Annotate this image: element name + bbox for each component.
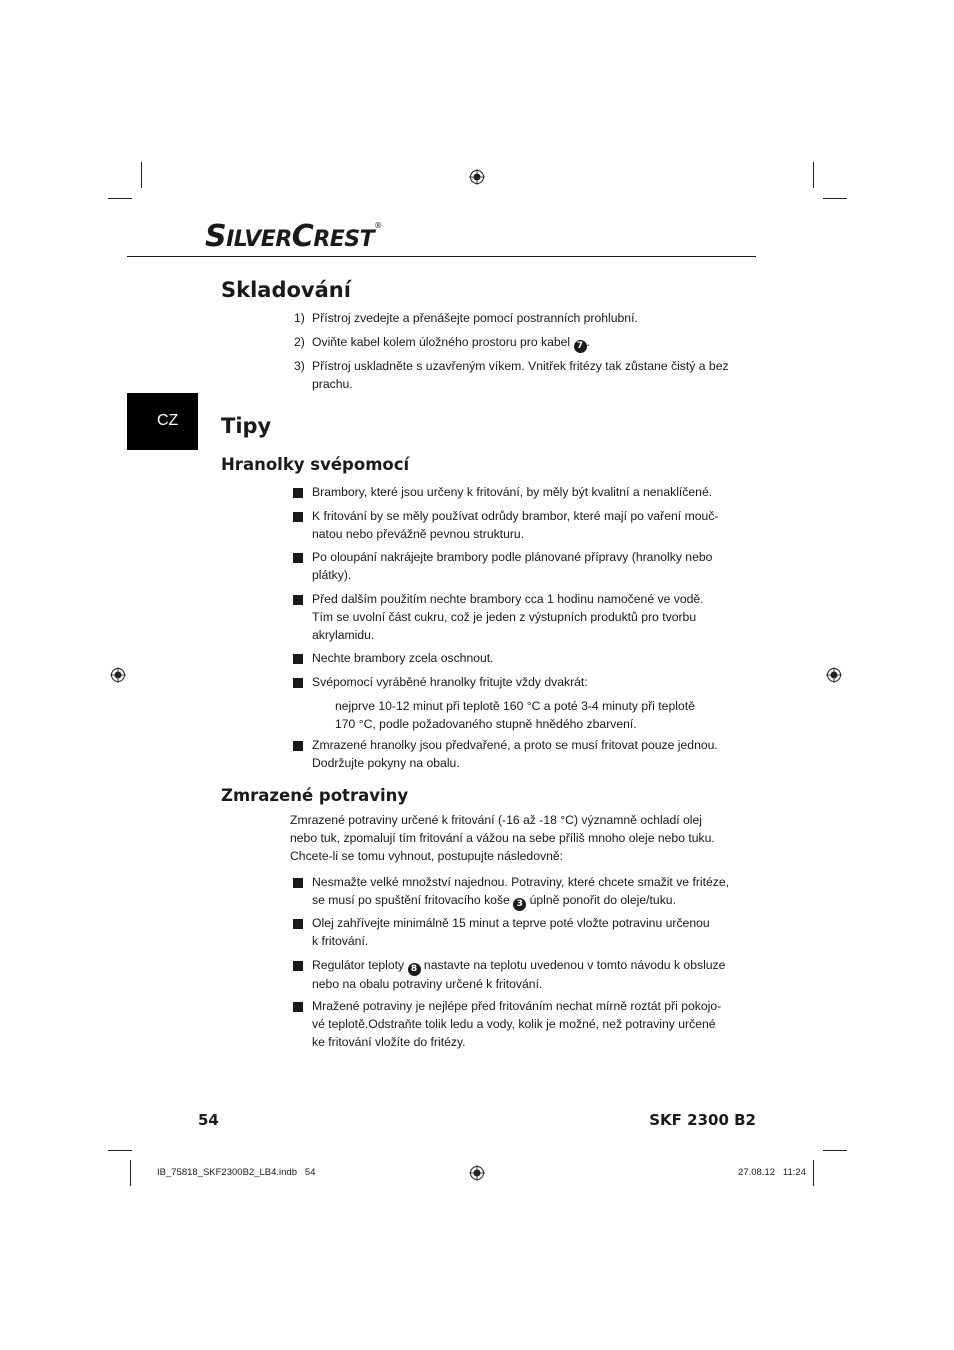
storage-heading: Skladování: [221, 278, 351, 302]
silvercrest-logo: SILVERCREST®: [205, 219, 382, 254]
bullet-icon: [293, 961, 303, 971]
list-item: Mražené potraviny je nejlépe před fritováním nechat mírně roztát při pokojo- vé teplotě.Odstraňte tolik ledu a vody, kolik je možné, než potraviny určené ke fritování vložíte do fritézy.: [312, 999, 722, 1049]
step-text: Oviňte kabel kolem úložného prostoru pro kabel 7 .: [312, 335, 590, 351]
crop-mark: [823, 1150, 847, 1151]
model-number: SKF 2300 B2: [649, 1111, 756, 1129]
crop-mark: [141, 162, 142, 188]
registration-mark-icon: [469, 1165, 485, 1181]
bullet-icon: [293, 1002, 303, 1012]
registration-mark-icon: [826, 667, 842, 683]
bullet-icon: [293, 553, 303, 563]
crop-mark: [823, 198, 847, 199]
bullet-icon: [293, 878, 303, 888]
list-item: Olej zahřívejte minimálně 15 minut a teprve poté vložte potravinu určenou k fritování.: [312, 916, 710, 948]
print-slug-file: IB_75818_SKF2300B2_LB4.indb 54: [157, 1167, 316, 1178]
fries-subheading: Hranolky svépomocí: [221, 455, 410, 474]
list-item: Nesmažte velké množství najednou. Potraviny, které chcete smažit ve fritéze, se musí po spuštění fritovacího koše 3 úplně ponořit do oleje/tuku.: [312, 875, 730, 909]
bullet-icon: [293, 654, 303, 664]
crop-mark: [813, 1160, 814, 1186]
step-text: Přístroj uskladněte s uzavřeným víkem. Vnitřek fritézy tak zůstane čistý a bez prachu.: [312, 359, 729, 391]
list-item: Zmrazené hranolky jsou předvařené, a proto se musí fritovat pouze jednou. Dodržujte pokyny na obalu.: [312, 738, 718, 770]
crop-mark: [108, 1150, 132, 1151]
crop-mark: [813, 162, 814, 188]
bullet-icon: [293, 488, 303, 498]
registration-mark-icon: [110, 667, 126, 683]
language-tab: CZ: [127, 393, 198, 450]
bullet-icon: [293, 678, 303, 688]
crop-mark: [130, 1160, 131, 1186]
list-item: Před dalším použitím nechte brambory cca 1 hodinu namočené ve vodě. Tím se uvolní část cukru, což je jeden z výstupních produktů pro tvorbu akrylamidu.: [312, 592, 704, 642]
step-number: 1): [294, 311, 305, 325]
print-slug-date: 27.08.12 11:24: [738, 1167, 806, 1178]
part-number-badge: 7: [574, 340, 587, 353]
list-item: Po oloupání nakrájejte brambory podle plánované přípravy (hranolky nebo plátky).: [312, 550, 713, 582]
header-rule: [127, 256, 756, 257]
step-text: Přístroj zvedejte a přenášejte pomocí postranních prohlubní.: [312, 311, 638, 325]
list-item: Regulátor teploty 8 nastavte na teplotu uvedenou v tomto návodu k obsluze nebo na obalu potraviny určené k fritování.: [312, 958, 726, 991]
page-number: 54: [198, 1111, 219, 1129]
list-item: Svépomocí vyráběné hranolky fritujte vždy dvakrát:: [312, 675, 588, 689]
step-number: 2): [294, 335, 305, 349]
bullet-icon: [293, 919, 303, 929]
bullet-icon: [293, 741, 303, 751]
part-number-badge: 8: [408, 963, 421, 976]
step-number: 3): [294, 359, 305, 373]
list-item: K fritování by se měly používat odrůdy brambor, které mají po vaření mouč- natou nebo převážně pevnou strukturu.: [312, 509, 719, 541]
crop-mark: [108, 198, 132, 199]
registration-mark-icon: [469, 169, 485, 185]
bullet-icon: [293, 595, 303, 605]
frozen-intro: Zmrazené potraviny určené k fritování (-16 až -18 °C) významně ochladí olej nebo tuk, zpomalují tím fritování a vážou na sebe příliš mnoho oleje nebo tuku. Chcete-li se tomu vyhnout, postupujte následovně:: [290, 813, 715, 863]
frozen-subheading: Zmrazené potraviny: [221, 786, 409, 805]
bullet-icon: [293, 512, 303, 522]
list-item: Brambory, které jsou určeny k fritování, by měly být kvalitní a nenaklíčené.: [312, 485, 713, 499]
part-number-badge: 3: [513, 898, 526, 911]
list-item: Nechte brambory zcela oschnout.: [312, 651, 494, 665]
indented-text: nejprve 10-12 minut při teplotě 160 °C a poté 3-4 minuty při teplotě 170 °C, podle požadovaného stupně hnědého zbarvení.: [335, 699, 695, 731]
tips-heading: Tipy: [221, 414, 272, 438]
